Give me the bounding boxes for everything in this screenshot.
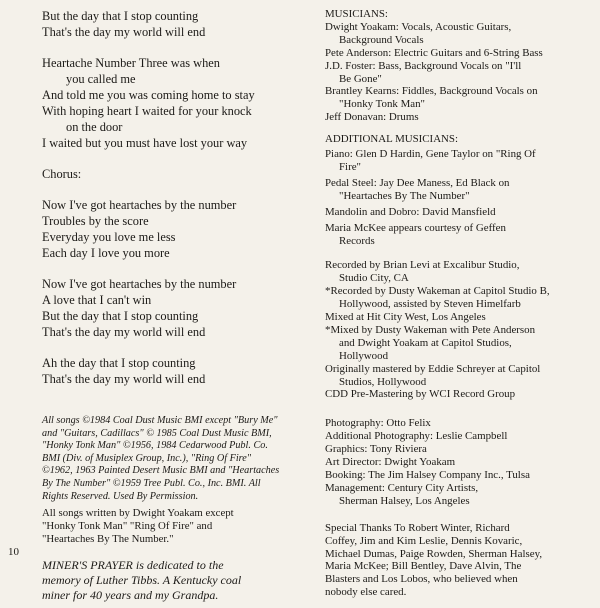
lyric-line: And told me you was coming home to stay	[42, 88, 255, 102]
credit-entry-cont: Background Vocals	[339, 33, 424, 46]
lyric-line: Ah the day that I stop counting	[42, 356, 196, 370]
copyright-line: All songs ©1984 Coal Dust Music BMI except "Bury Me"	[42, 415, 278, 426]
lyric-line: But the day that I stop counting	[42, 309, 199, 323]
recording-section	[325, 259, 587, 401]
lyrics-stanza-3	[42, 197, 310, 261]
credit-entry: Pete Anderson: Electric Guitars and 6-String Bass	[325, 46, 543, 59]
page-number: 10	[8, 546, 19, 558]
credit-entry: Brantley Kearns: Fiddles, Background Vocals on	[325, 85, 538, 98]
lyric-line: Everyday you love me less	[42, 230, 176, 244]
credit-entry: *Mixed by Dusty Wakeman with Pete Anderson	[325, 323, 536, 336]
copyright-line: BMI (Div. of Musiplex Group, Inc.), "Ring Of Fire"	[42, 452, 252, 464]
credit-entry-cont: Hollywood	[339, 349, 389, 362]
lyric-line: That's the day my world will end	[42, 25, 206, 39]
thanks-line: nobody else cared.	[325, 586, 407, 599]
lyric-line: With hoping heart I waited for your knock	[42, 104, 252, 118]
credit-entry: Mandolin and Dobro: David Mansfield	[325, 205, 496, 218]
credit-entry-cont: Studios, Hollywood	[339, 375, 427, 388]
credit-entry: Management: Century City Artists,	[325, 481, 479, 494]
credit-entry: Pedal Steel: Jay Dee Maness, Ed Black on	[325, 176, 510, 189]
lyric-line: Troubles by the score	[42, 214, 149, 228]
songwriter-line: "Heartaches By The Number."	[42, 532, 174, 545]
credit-entry: Photography: Otto Felix	[325, 417, 431, 430]
credit-entry: Mixed at Hit City West, Los Angeles	[325, 311, 486, 324]
credit-entry-cont: Records	[339, 234, 375, 247]
credit-group	[325, 148, 587, 174]
thanks-line: Michael Dumas, Paige Rowden, Sherman Halsey,	[325, 547, 543, 560]
credit-entry: Dwight Yoakam: Vocals, Acoustic Guitars,	[325, 20, 512, 33]
special-thanks-section	[325, 522, 587, 599]
credit-entry: Piano: Glen D Hardin, Gene Taylor on "Ring Of	[325, 148, 536, 161]
credits-column	[325, 8, 587, 608]
credit-entry-cont: "Heartaches By The Number"	[339, 189, 470, 202]
credit-entry: Originally mastered by Eddie Schreyer at Capitol	[325, 362, 541, 375]
lyric-line: I waited but you must have lost your way	[42, 136, 248, 150]
copyright-line: and "Guitars, Cadillacs" © 1985 Coal Dust Music BMI,	[42, 427, 272, 439]
dedication-line: MINER'S PRAYER is dedicated to the	[42, 557, 224, 572]
credit-entry: Maria McKee appears courtesy of Geffen	[325, 221, 506, 234]
copyright-line: Rights Reserved. Used By Permission.	[42, 490, 199, 502]
songwriter-line: "Honky Tonk Man" "Ring Of Fire" and	[42, 519, 213, 532]
lyric-line: Each day I love you more	[42, 246, 170, 260]
credit-entry-cont: Studio City, CA	[339, 272, 409, 285]
credit-entry: *Recorded by Dusty Wakeman at Capitol Studio B,	[325, 285, 550, 298]
lyric-line: Heartache Number Three was when	[42, 56, 220, 70]
musicians-heading: MUSICIANS:	[325, 8, 388, 20]
credit-entry: Art Director: Dwight Yoakam	[325, 456, 456, 469]
lyrics-column	[42, 8, 310, 603]
thanks-line: Special Thanks To Robert Winter, Richard	[325, 521, 510, 534]
lyric-line: you called me	[66, 72, 136, 86]
lyric-line: Now I've got heartaches by the number	[42, 277, 237, 291]
copyright-line: "Honky Tonk Man" ©1956, 1984 Cedarwood Publ. Co.	[42, 440, 268, 452]
copyright-notice	[42, 415, 310, 503]
dedication-line: memory of Luther Tibbs. A Kentucky coal	[42, 572, 242, 587]
copyright-line: By The Number" ©1959 Tree Publ. Co., Inc. BMI. All	[42, 477, 261, 489]
thanks-line: Blasters and Los Lobos, who believed when	[325, 573, 518, 586]
credit-entry-cont: "Honky Tonk Man"	[339, 98, 425, 111]
credit-group	[325, 222, 587, 248]
lyric-line: on the door	[66, 120, 123, 134]
production-section	[325, 417, 587, 507]
chorus-label-block	[42, 166, 310, 182]
lyric-line: But the day that I stop counting	[42, 9, 199, 23]
lyrics-stanza-4	[42, 276, 310, 340]
credit-entry-cont: Be Gone"	[339, 72, 382, 85]
credit-entry-cont: Hollywood, assisted by Steven Himelfarb	[339, 298, 521, 311]
credit-entry: Recorded by Brian Levi at Excalibur Studio,	[325, 259, 520, 272]
lyric-line: A love that I can't win	[42, 293, 152, 307]
dedication-line: miner for 40 years and my Grandpa.	[42, 587, 219, 602]
lyrics-stanza-2	[42, 55, 310, 151]
credit-group	[325, 177, 587, 203]
credit-entry-cont: Fire"	[339, 160, 361, 173]
additional-musicians-heading: ADDITIONAL MUSICIANS:	[325, 133, 459, 146]
credit-entry-cont: Sherman Halsey, Los Angeles	[339, 494, 470, 507]
credit-entry: J.D. Foster: Bass, Background Vocals on "I'll	[325, 59, 522, 72]
lyric-line: That's the day my world will end	[42, 325, 206, 339]
thanks-line: Maria McKee; Bill Bentley, Dave Alvin, The	[325, 560, 522, 573]
credit-entry-cont: and Dwight Yoakam at Capitol Studios,	[339, 336, 512, 349]
thanks-line: Coffey, Jim and Kim Leslie, Dennis Kovaric,	[325, 534, 523, 547]
additional-musicians-section	[325, 133, 587, 247]
credit-entry: Jeff Donavan: Drums	[325, 111, 419, 124]
lyric-line: That's the day my world will end	[42, 372, 206, 386]
credit-entry: Booking: The Jim Halsey Company Inc., Tulsa	[325, 469, 530, 481]
credit-entry: Graphics: Tony Riviera	[325, 443, 427, 456]
copyright-line: ©1962, 1963 Painted Desert Music BMI and "Heartaches	[42, 465, 280, 477]
lyrics-stanza-5	[42, 355, 310, 387]
chorus-label: Chorus:	[42, 167, 82, 181]
musicians-section	[325, 8, 587, 124]
songwriter-credit	[42, 507, 310, 545]
lyric-line: Now I've got heartaches by the number	[42, 198, 237, 212]
miners-prayer-dedication	[42, 558, 310, 603]
credit-entry: Additional Photography: Leslie Campbell	[325, 430, 508, 443]
credit-group	[325, 206, 587, 219]
credit-entry: CDD Pre-Mastering by WCI Record Group	[325, 388, 516, 401]
songwriter-line: All songs written by Dwight Yoakam except	[42, 507, 234, 520]
lyrics-stanza-1	[42, 8, 310, 40]
